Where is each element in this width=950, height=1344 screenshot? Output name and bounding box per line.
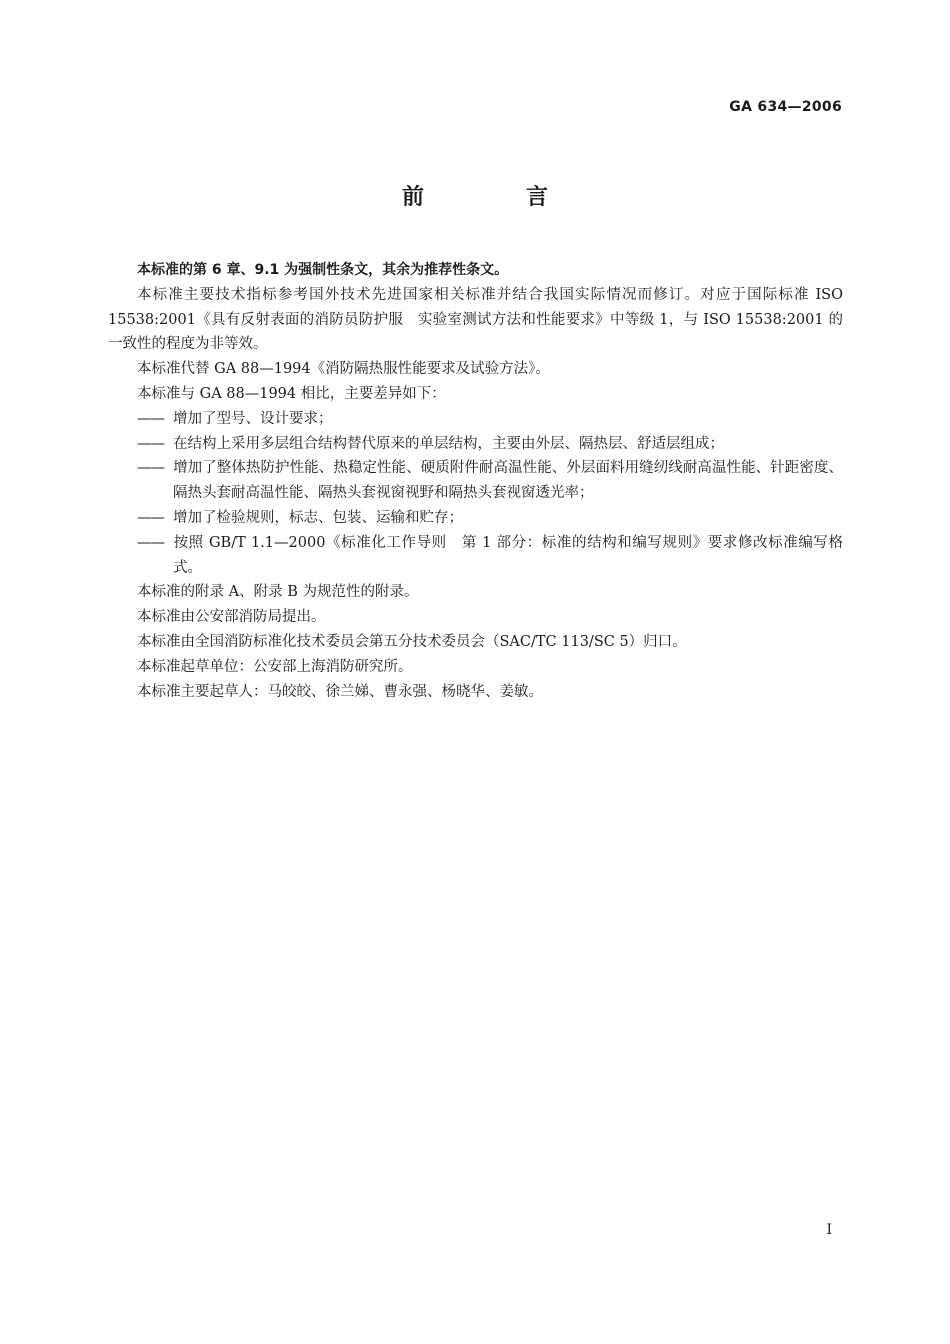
list-item	[108, 531, 843, 581]
list-item-text: 增加了型号、设计要求；	[173, 410, 333, 427]
list-item-text: 按照 GB/T 1.1—2000《标准化工作导则 第 1 部分：标准的结构和编写规则》要求修改标准编写格式。	[173, 534, 843, 576]
list-item	[108, 432, 843, 457]
dash-marker: ——	[137, 460, 164, 477]
dash-marker: ——	[137, 509, 164, 526]
list-item	[108, 456, 843, 506]
list-item-text: 在结构上采用多层组合结构替代原来的单层结构，主要由外层、隔热层、舒适层组成；	[173, 435, 724, 452]
list-item-text: 增加了检验规则，标志、包装、运输和贮存；	[173, 509, 463, 526]
paragraph-administered-by: 本标准由全国消防标准化技术委员会第五分技术委员会（SAC/TC 113/SC 5）归口。	[137, 633, 687, 650]
paragraph-differences-intro: 本标准与 GA 88—1994 相比，主要差异如下：	[137, 385, 446, 402]
dash-marker: ——	[137, 534, 164, 551]
list-item	[108, 407, 843, 432]
list-item-text: 增加了整体热防护性能、热稳定性能、硬质附件耐高温性能、外层面料用缝纫线耐高温性能、针距密度、隔热头套耐高温性能、隔热头套视窗视野和隔热头套视窗透光率；	[173, 460, 843, 502]
paragraph-proposed-by: 本标准由公安部消防局提出。	[137, 609, 326, 626]
paragraph-mandatory-clauses: 本标准的第 6 章、9.1 为强制性条文，其余为推荐性条文。	[137, 262, 509, 278]
page-title: 前 言	[401, 185, 588, 210]
standard-code: GA 634—2006	[729, 99, 842, 115]
paragraph-replaces: 本标准代替 GA 88—1994《消防隔热服性能要求及试验方法》。	[137, 361, 550, 378]
list-item	[108, 506, 843, 531]
paragraph-drafting-unit: 本标准起草单位：公安部上海消防研究所。	[137, 658, 413, 675]
document-body	[108, 258, 843, 704]
paragraph-appendix: 本标准的附录 A、附录 B 为规范性的附录。	[137, 584, 419, 601]
paragraph-technical-reference: 本标准主要技术指标参考国外技术先进国家相关标准并结合我国实际情况而修订。对应于国际标准 ISO 15538:2001《具有反射表面的消防员防护服 实验室测试方法和性能要求》中等级 1，与 ISO 15538:2001 的一致性的程度为非等效。	[108, 286, 843, 353]
page-number: I	[826, 1222, 832, 1238]
dash-marker: ——	[137, 410, 164, 427]
dash-marker: ——	[137, 435, 164, 452]
paragraph-drafters: 本标准主要起草人：马皎皎、徐兰娣、曹永强、杨晓华、姜敏。	[137, 683, 543, 700]
